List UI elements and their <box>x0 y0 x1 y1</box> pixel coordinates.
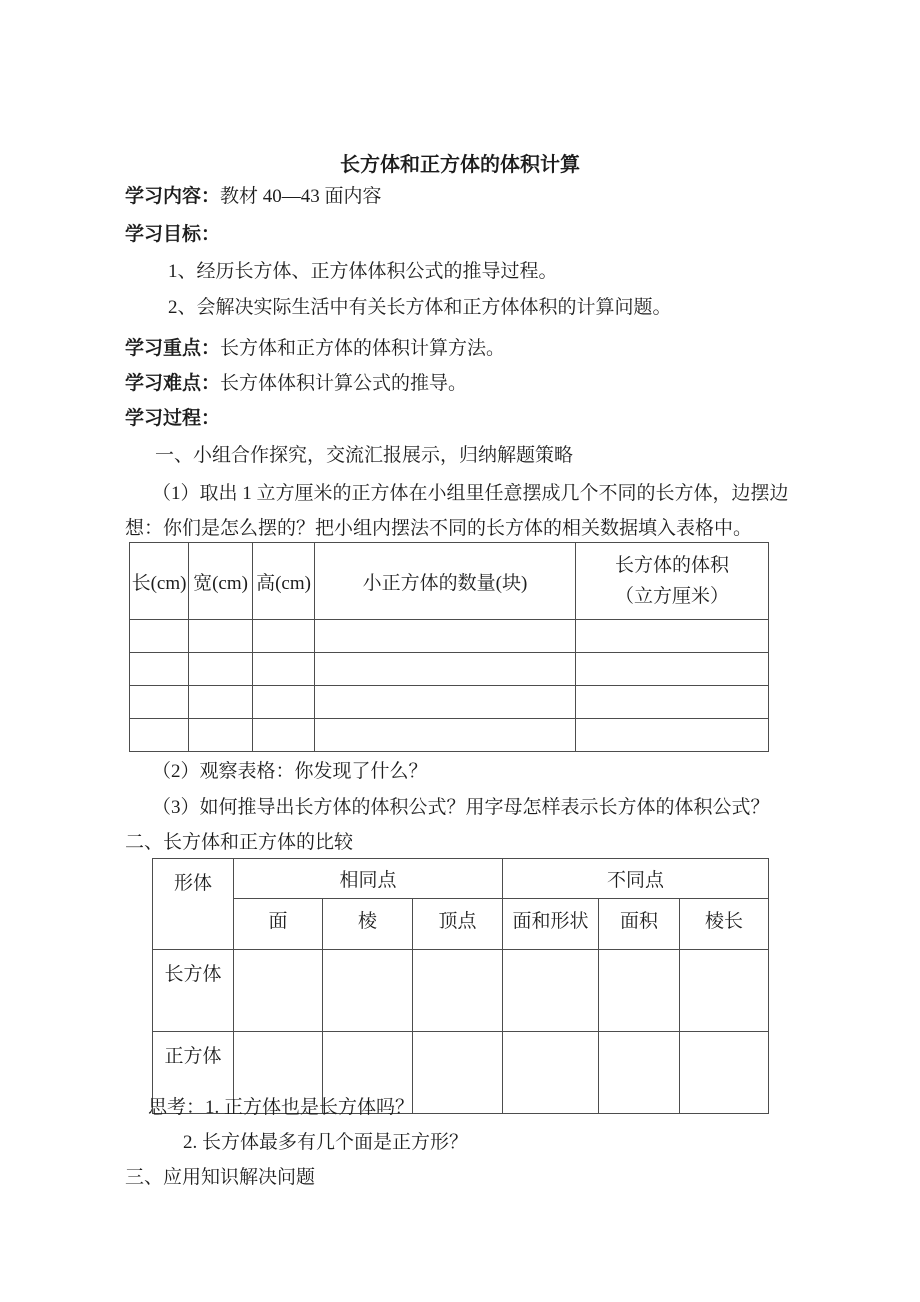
comparison-header-row-2 <box>153 899 769 950</box>
empty-cell <box>189 653 253 686</box>
empty-cell <box>189 719 253 752</box>
study-content-line <box>125 186 382 208</box>
empty-cell <box>576 719 769 752</box>
think-line-2: 2. 长方体最多有几个面是正方形？ <box>183 1132 469 1153</box>
study-process-label: 学习过程： <box>125 408 221 429</box>
study-difficulty-text: 长方体体积计算公式的推导。 <box>220 373 468 394</box>
header-volume-line1: 长方体的体积 <box>614 555 729 576</box>
empty-cell <box>315 686 576 719</box>
empty-cell <box>323 950 413 1032</box>
volume-table-header-row <box>130 543 769 620</box>
subheader-edge-length: 棱长 <box>680 899 769 950</box>
header-length: 长(cm) <box>130 543 189 620</box>
shape-row-label: 正方体 <box>153 1032 234 1114</box>
subheader-edges: 棱 <box>323 899 413 950</box>
study-key-point-label: 学习重点： <box>125 338 221 359</box>
comparison-table <box>152 858 769 1114</box>
step-3-line: （3）如何推导出长方体的体积公式？用字母怎样表示长方体的体积公式？ <box>152 797 770 818</box>
step-2-line: （2）观察表格：你发现了什么？ <box>152 761 428 782</box>
volume-table-empty-row <box>130 653 769 686</box>
empty-cell <box>253 653 315 686</box>
header-differences: 不同点 <box>503 859 769 899</box>
empty-cell <box>599 950 680 1032</box>
study-difficulty-line <box>125 373 467 395</box>
empty-cell <box>576 620 769 653</box>
empty-cell <box>253 620 315 653</box>
subheader-faces: 面 <box>234 899 323 950</box>
study-content-label: 学习内容： <box>125 186 221 207</box>
volume-table-empty-row <box>130 620 769 653</box>
empty-cell <box>130 653 189 686</box>
header-volume-line2: （立方厘米） <box>614 586 729 607</box>
volume-table-empty-row <box>130 686 769 719</box>
header-similarities: 相同点 <box>234 859 503 899</box>
volume-table-body <box>130 543 769 752</box>
empty-cell <box>315 719 576 752</box>
study-content-text: 教材 40—43 面内容 <box>220 186 382 207</box>
goal-item-2: 2、会解决实际生活中有关长方体和正方体体积的计算问题。 <box>168 297 672 318</box>
header-cube-count: 小正方体的数量(块) <box>315 543 576 620</box>
empty-cell <box>680 1032 769 1114</box>
empty-cell <box>576 686 769 719</box>
doc-title: 长方体和正方体的体积计算 <box>340 154 580 176</box>
empty-cell <box>413 950 503 1032</box>
section-3-heading: 三、应用知识解决问题 <box>125 1167 316 1188</box>
empty-cell <box>253 719 315 752</box>
study-process-line <box>125 408 220 430</box>
comparison-header-row-1 <box>153 859 769 899</box>
empty-cell <box>315 653 576 686</box>
empty-cell <box>503 1032 599 1114</box>
comparison-row <box>153 950 769 1032</box>
section-2-heading: 二、长方体和正方体的比较 <box>125 832 354 853</box>
header-height: 高(cm) <box>253 543 315 620</box>
empty-cell <box>413 1032 503 1114</box>
header-volume <box>576 543 769 620</box>
study-goal-line <box>125 224 220 246</box>
study-key-point-text: 长方体和正方体的体积计算方法。 <box>220 338 506 359</box>
empty-cell <box>599 1032 680 1114</box>
empty-cell <box>189 686 253 719</box>
empty-cell <box>253 686 315 719</box>
empty-cell <box>130 719 189 752</box>
shape-row-label: 长方体 <box>153 950 234 1032</box>
empty-cell <box>130 686 189 719</box>
goal-item-1: 1、经历长方体、正方体体积公式的推导过程。 <box>168 261 558 282</box>
subheader-face-shape: 面和形状 <box>503 899 599 950</box>
header-width: 宽(cm) <box>189 543 253 620</box>
step-1-line-1: （1）取出 1 立方厘米的正方体在小组里任意摆成几个不同的长方体，边摆边 <box>152 483 789 504</box>
section-1-heading: 一、小组合作探究，交流汇报展示，归纳解题策略 <box>155 445 574 466</box>
study-goal-label: 学习目标： <box>125 224 221 245</box>
empty-cell <box>189 620 253 653</box>
subheader-vertices: 顶点 <box>413 899 503 950</box>
empty-cell <box>503 950 599 1032</box>
empty-cell <box>680 950 769 1032</box>
think-line-1: 思考：1. 正方体也是长方体吗？ <box>148 1097 415 1118</box>
empty-cell <box>576 653 769 686</box>
comparison-table-body <box>153 859 769 1114</box>
empty-cell <box>315 620 576 653</box>
empty-cell <box>234 950 323 1032</box>
volume-table-empty-row <box>130 719 769 752</box>
step-1-line-2: 想：你们是怎么摆的？把小组内摆法不同的长方体的相关数据填入表格中。 <box>125 518 753 539</box>
header-shape: 形体 <box>153 859 234 950</box>
subheader-area: 面积 <box>599 899 680 950</box>
empty-cell <box>130 620 189 653</box>
study-key-point-line <box>125 338 505 360</box>
study-difficulty-label: 学习难点： <box>125 373 221 394</box>
volume-table <box>129 542 769 752</box>
